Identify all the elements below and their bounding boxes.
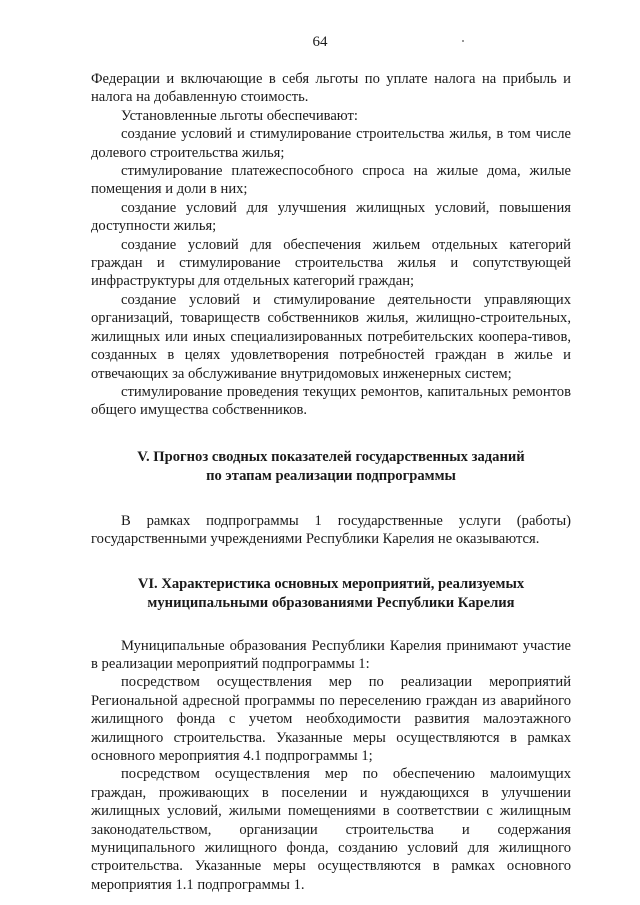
section-heading-5-line1: V. Прогноз сводных показателей государственных заданий <box>137 448 525 465</box>
list-item-benefit: создание условий и стимулирование строительства жилья, в том числе долевого строительства жилья; <box>91 126 571 161</box>
list-item-measure: посредством осуществления мер по реализации мероприятий Региональной адресной программы по переселению граждан из аварийного жилищного фонда с учетом необходимости развития малоэтажного жилищного строительства. Указанные меры осуществляются в рамках основного мероприятия 4.1 подпрограммы 1; <box>91 674 571 764</box>
section-heading-6 <box>91 575 571 613</box>
scan-speck <box>462 40 464 42</box>
list-item-benefit: создание условий для обеспечения жильем отдельных категорий граждан и стимулирование строительства жилья и сопутствующей инфраструктуры для отдельных категорий граждан; <box>91 236 571 290</box>
list-item-measure: посредством осуществления мер по обеспечению малоимущих граждан, проживающих в поселении и нуждающихся в улучшении жилищных условий, жилыми помещениями в соответствии с жилищным законодательством, организации строительства и содержания муниципального жилищного фонда, созданию условий для жилищного строительства. Указанные меры осуществляются в рамках основного мероприятия 1.1 подпрограммы 1. <box>91 766 571 893</box>
section-6-intro: Муниципальные образования Республики Карелия принимают участие в реализации мероприятий подпрограммы 1: <box>91 637 571 672</box>
document-body <box>91 70 571 894</box>
list-item-benefit: создание условий для улучшения жилищных условий, повышения доступности жилья; <box>91 199 571 235</box>
list-item-benefit: стимулирование платежеспособного спроса на жилые дома, жилые помещения и доли в них; <box>91 163 571 198</box>
section-heading-6-line2: муниципальными образованиями Республики Карелия <box>147 594 515 611</box>
paragraph-continuation: Федерации и включающие в себя льготы по уплате налога на прибыль и налога на добавленную стоимость. <box>91 71 571 106</box>
paragraph-benefits-intro: Установленные льготы обеспечивают: <box>121 107 358 124</box>
section-heading-5-line2: по этапам реализации подпрограммы <box>206 467 456 484</box>
page-number: 64 <box>312 34 328 50</box>
section-heading-5 <box>91 448 571 486</box>
section-heading-6-line1: VI. Характеристика основных мероприятий, реализуемых <box>137 575 525 592</box>
section-5-text: В рамках подпрограммы 1 государственные услуги (работы) государственными учреждениями Республики Карелия не оказываются. <box>91 512 571 548</box>
list-item-benefit: создание условий и стимулирование деятельности управляющих организаций, товариществ собственников жилья, жилищно-строительных, жилищных или иных специализированных потребительских коопера-тивов, созданных в целях удовлетворения потребностей граждан в жилье и отвечающих за обслуживание внутридомовых инженерных систем; <box>91 291 571 382</box>
list-item-benefit: стимулирование проведения текущих ремонтов, капитальных ремонтов общего имущества собственников. <box>91 383 571 419</box>
